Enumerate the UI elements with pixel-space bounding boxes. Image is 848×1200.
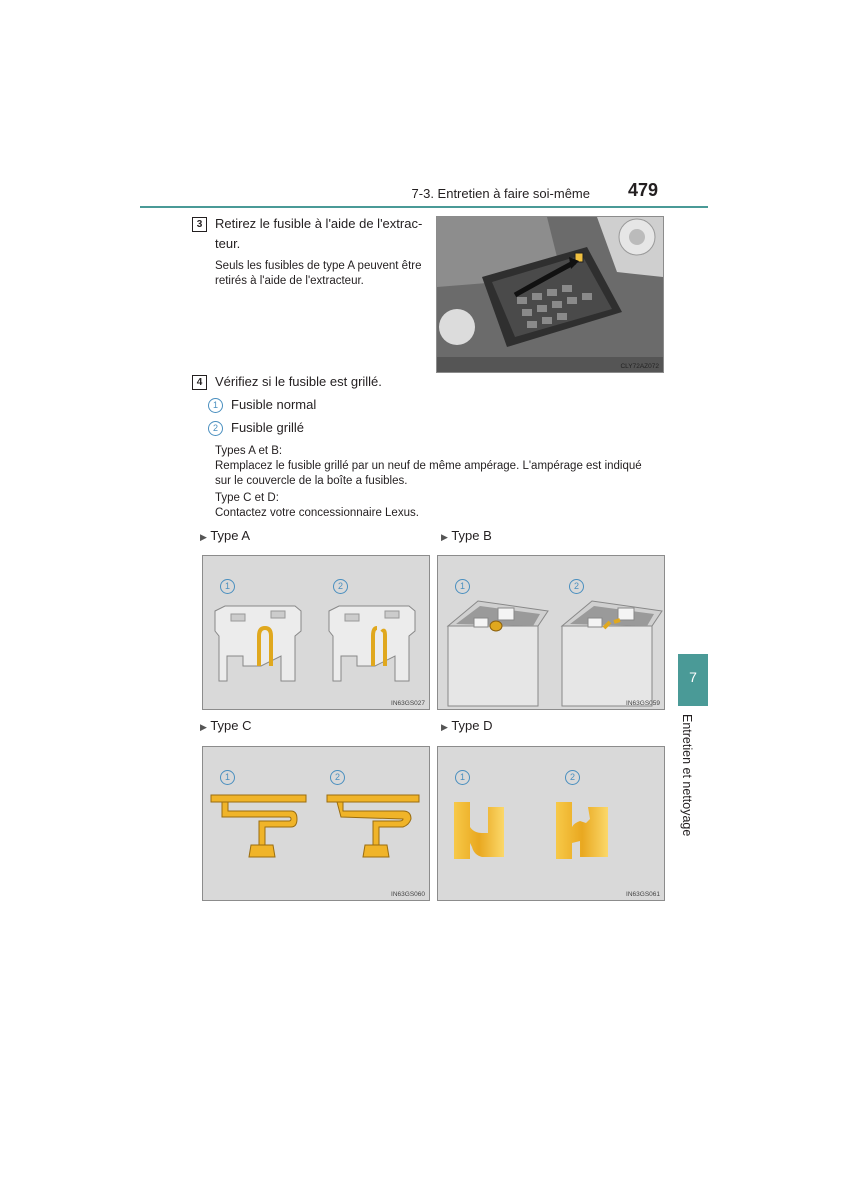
section-title: 7-3. Entretien à faire soi-même (411, 186, 590, 201)
triangle-bullet-icon: ▶ (441, 532, 448, 542)
figure-type-a (202, 555, 430, 710)
marker-2: 2 (333, 579, 348, 594)
triangle-bullet-icon: ▶ (200, 532, 207, 542)
page-number: 479 (628, 180, 659, 200)
chapter-tab-label: Entretien et nettoyage (680, 714, 694, 837)
chapter-tab: 7 (678, 654, 708, 706)
figure-type-d (437, 746, 665, 901)
figure-code: IN63GS027 (391, 700, 425, 707)
types-cd-text: Contactez votre concessionnaire Lexus. (215, 507, 419, 519)
type-d-label: ▶ Type D (441, 718, 493, 733)
types-ab-line1: Remplacez le fusible grillé par un neuf de même ampérage. L'ampérage est indiqué (215, 460, 642, 472)
item-blown-fuse: Fusible grillé (231, 420, 304, 435)
figure-type-b (437, 555, 665, 710)
figure-code: IN63GS060 (391, 891, 425, 898)
triangle-bullet-icon: ▶ (200, 722, 207, 732)
step-3-text-line2: teur. (215, 236, 241, 251)
types-cd-title: Type C et D: (215, 492, 279, 504)
types-ab-line2: sur le couvercle de la boîte a fusibles. (215, 475, 408, 487)
marker-2: 2 (569, 579, 584, 594)
types-ab-title: Types A et B: (215, 445, 283, 457)
fuse-box-photo (436, 216, 664, 373)
figure-type-c (202, 746, 430, 901)
marker-2: 2 (330, 770, 345, 785)
step-3-text-line1: Retirez le fusible à l'aide de l'extrac- (215, 216, 423, 231)
marker-2: 2 (208, 421, 223, 436)
type-b-label: ▶ Type B (441, 528, 492, 543)
header-divider (140, 206, 708, 208)
step-3-note-line1: Seuls les fusibles de type A peuvent être (215, 260, 422, 272)
type-c-label: ▶ Type C (200, 718, 252, 733)
triangle-bullet-icon: ▶ (441, 722, 448, 732)
step-4-number: 4 (192, 375, 207, 390)
figure-code: IN63GS061 (626, 891, 660, 898)
marker-1: 1 (220, 579, 235, 594)
item-normal-fuse: Fusible normal (231, 397, 317, 412)
marker-1: 1 (220, 770, 235, 785)
type-a-fuses-illustration (203, 556, 429, 709)
type-a-label: ▶ Type A (200, 528, 251, 543)
marker-1: 1 (208, 398, 223, 413)
figure-code: CLY72AZ072 (620, 363, 659, 370)
step-3-note-line2: retirés à l'aide de l'extracteur. (215, 275, 364, 287)
marker-2: 2 (565, 770, 580, 785)
type-d-fuses-illustration (438, 747, 664, 900)
type-c-fuses-illustration (203, 747, 429, 900)
figure-code: IN63GS059 (626, 700, 660, 707)
step-3-number: 3 (192, 217, 207, 232)
type-b-fuses-illustration (438, 556, 664, 709)
fuse-box-illustration (437, 217, 663, 372)
marker-1: 1 (455, 770, 470, 785)
step-4-text: Vérifiez si le fusible est grillé. (215, 374, 382, 389)
marker-1: 1 (455, 579, 470, 594)
